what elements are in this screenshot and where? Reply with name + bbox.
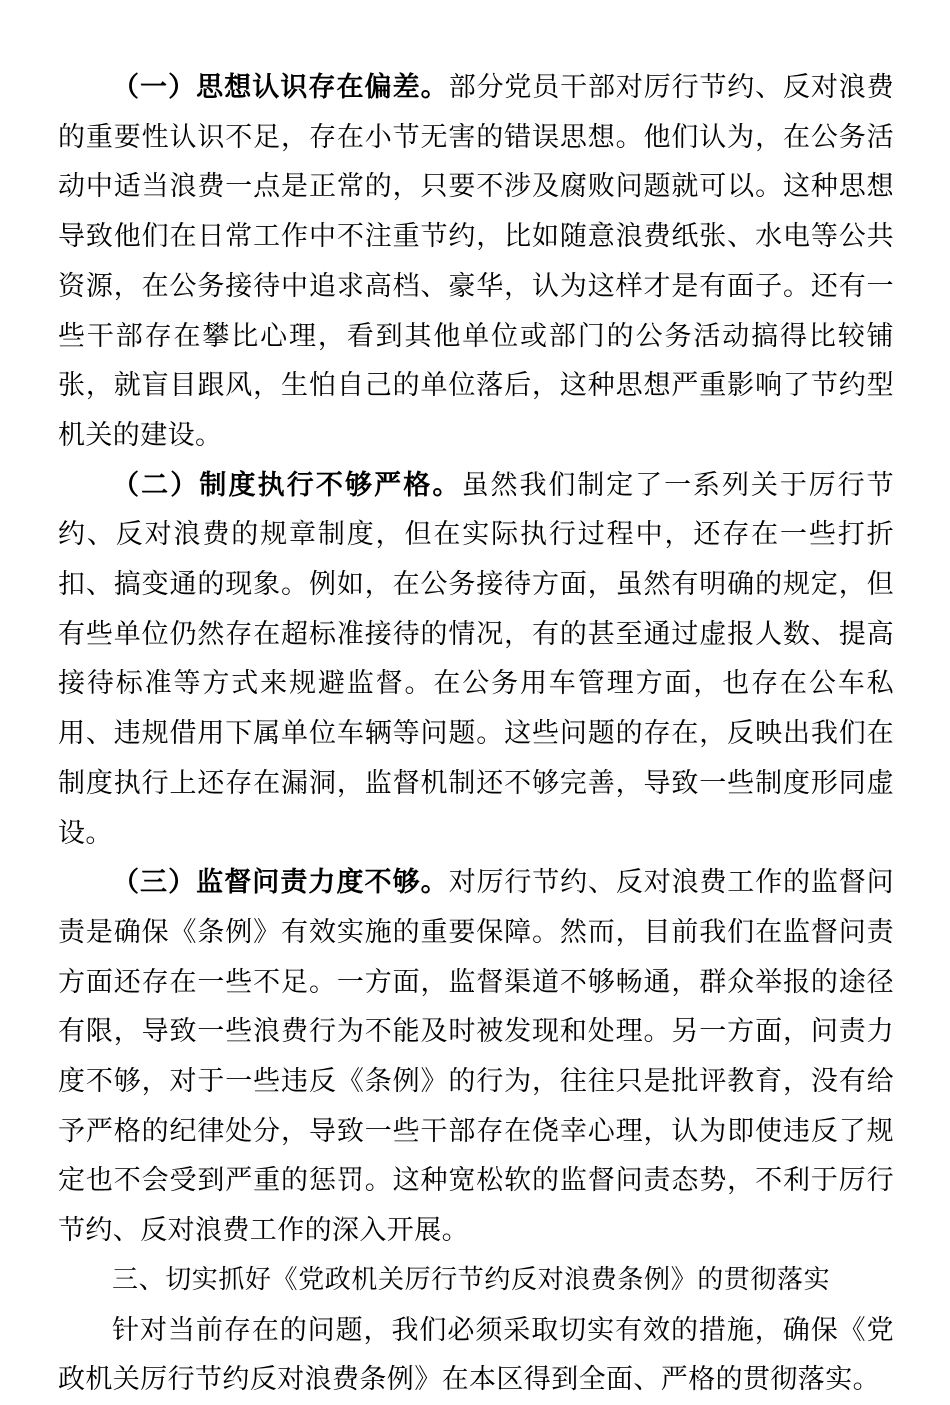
- section-three-intro: 针对当前存在的问题，我们必须采取切实有效的措施，确保《党政机关厉行节约反对浪费条例》在本区得到全面、严格的贯彻落实。: [58, 1314, 894, 1396]
- paragraph-body: 部分党员干部对厉行节约、反对浪费的重要性认识不足，存在小节无害的错误思想。他们认为，在公务活动中适当浪费一点是正常的，只要不涉及腐败问题就可以。这种思想导致他们在日常工作中不注重节约，比如随意浪费纸张、水电等公共资源，在公务接待中追求高档、豪华，认为这样才是有面子。还有一些干部存在攀比心理，看到其他单位或部门的公务活动搞得比较铺张，就盲目跟风，生怕自己的单位落后，这种思想严重影响了节约型机关的建设。: [58, 72, 895, 451]
- paragraph-heading: （二）制度执行不够严格。: [112, 469, 462, 501]
- paragraph-body: 虽然我们制定了一系列关于厉行节约、反对浪费的规章制度，但在实际执行过程中，还存在一些打折扣、搞变通的现象。例如，在公务接待方面，虽然有明确的规定，但有些单位仍然存在超标准接待的情况，有的甚至通过虚报人数、提高接待标准等方式来规避监督。在公务用车管理方面，也存在公车私用、违规借用下属单位车辆等问题。这些问题的存在，反映出我们在制度执行上还存在漏洞，监督机制还不够完善，导致一些制度形同虚设。: [58, 469, 895, 849]
- paragraph-supervision-accountability: [58, 858, 894, 1256]
- section-three-heading: 三、切实抓好《党政机关厉行节约反对浪费条例》的贯彻落实: [112, 1264, 831, 1295]
- document-page: [58, 63, 894, 1405]
- paragraph-heading: （一）思想认识存在偏差。: [112, 72, 449, 103]
- paragraph-heading: （三）监督问责力度不够。: [112, 867, 449, 899]
- paragraph-system-execution: [58, 461, 894, 859]
- paragraph-body: 对厉行节约、反对浪费工作的监督问责是确保《条例》有效实施的重要保障。然而，目前我们在监督问责方面还存在一些不足。一方面，监督渠道不够畅通，群众举报的途径有限，导致一些浪费行为不能及时被发现和处理。另一方面，问责力度不够，对于一些违反《条例》的行为，往往只是批评教育，没有给予严格的纪律处分，导致一些干部存在侥幸心理，认为即使违反了规定也不会受到严重的惩罚。这种宽松软的监督问责态势，不利于厉行节约、反对浪费工作的深入开展。: [58, 867, 895, 1247]
- paragraph-thought-deviation: [58, 63, 894, 461]
